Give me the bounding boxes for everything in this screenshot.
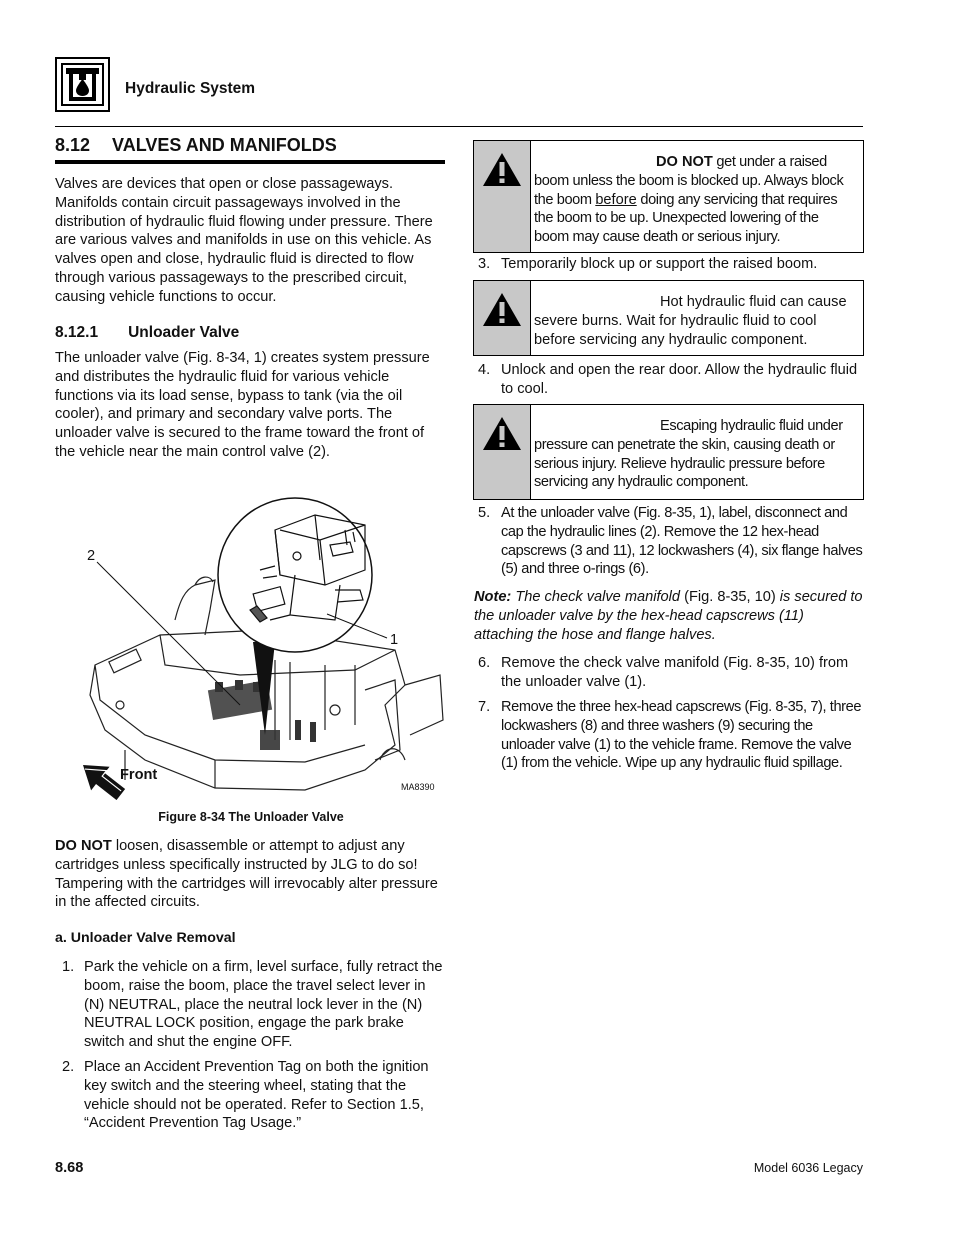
step-7-text: Remove the three hex-head capscrews (Fig. 8-35, 7), three lockwashers (8) and three washers (9) securing the unloader valve (1) to the vehicle frame. Remove the valve (1) from the vehicle. Wipe up any hydraulic fluid spillage. bbox=[501, 699, 862, 772]
warning-sidebar-3 bbox=[474, 405, 531, 499]
caution-paragraph bbox=[55, 837, 447, 912]
warning-1-underlined: before bbox=[595, 191, 637, 208]
subsection-heading bbox=[55, 324, 239, 342]
note-text-b: (Fig. 8-35, 10) bbox=[680, 589, 776, 605]
warning-3-text bbox=[534, 417, 857, 492]
header-section-title: Hydraulic System bbox=[125, 80, 256, 97]
figure-illustration bbox=[65, 490, 445, 800]
warning-1-text-a: get under a raised boom unless the boom is blocked up. Always block the boom bbox=[534, 154, 844, 208]
step-6-text: Remove the check valve manifold (Fig. 8-35, 10) from the unloader valve (1). bbox=[501, 655, 849, 690]
figure-code: MA8390 bbox=[401, 782, 435, 792]
note-text-c: is secured to the unloader valve by the hex-head capscrews (11) attaching the hose and flange halves. bbox=[474, 589, 863, 643]
warning-icon bbox=[481, 151, 523, 189]
header-rule bbox=[55, 126, 863, 127]
step-1-number: 1. bbox=[62, 959, 75, 975]
step-3-text: Temporarily block up or support the raised boom. bbox=[501, 256, 818, 272]
warning-sidebar-1 bbox=[474, 141, 531, 252]
caution-bold: DO NOT bbox=[55, 838, 112, 854]
step-5 bbox=[478, 504, 863, 582]
note-label: Note: bbox=[474, 589, 512, 605]
caution-text: loosen, disassemble or attempt to adjust any cartridges unless specifically instructed by JLG to do so! Tampering with the cartridges will irrevocably alter pressure in the affected circuits. bbox=[55, 838, 438, 911]
warning-1-text-b: doing any servicing that requires the boom to be up. Unexpected lowering of the boom may cause death or serious injury. bbox=[534, 191, 838, 246]
step-6-number: 6. bbox=[478, 655, 491, 671]
figure-caption: Figure 8-34 The Unloader Valve bbox=[158, 810, 344, 824]
step-3-number: 3. bbox=[478, 256, 491, 272]
step-1-text: Park the vehicle on a firm, level surface, fully retract the boom, raise the boom, place the travel select lever in (N) NEUTRAL, place the neutral lock lever in the (N) NEUTRAL LOCK position, engage the park brake switch and shut the engine OFF. bbox=[84, 959, 443, 1051]
step-4 bbox=[478, 361, 863, 401]
step-4-number: 4. bbox=[478, 362, 491, 378]
warning-box-1 bbox=[473, 140, 864, 253]
figure-callout-1: 1 bbox=[390, 632, 399, 648]
step-2-text: Place an Accident Prevention Tag on both the ignition key switch and the steering wheel, stating that the vehicle should not be operated. Refer to Section 1.5, “Accident Prevention Tag Usage.” bbox=[84, 1059, 429, 1132]
note-text-a: The check valve manifold bbox=[511, 589, 681, 605]
hydraulic-icon bbox=[61, 63, 104, 106]
unloader-description: The unloader valve (Fig. 8-34, 1) creates system pressure and distributes the hydraulic fluid for various vehicle functions via its load sense, bypass to tank (via the oil cooler), and primary and secondary valve ports. The unloader valve is secured to the frame toward the front of the vehicle near the main control valve (2). bbox=[55, 350, 430, 460]
page-number: 8.68 bbox=[55, 1160, 84, 1176]
subsection-title: Unloader Valve bbox=[128, 324, 240, 341]
step-5-text: At the unloader valve (Fig. 8-35, 1), label, disconnect and cap the hydraulic lines (2). Remove the 12 hex-head capscrews (3 and 11), 12 lockwashers (4), six flange halves (5) and three o-rings (6). bbox=[501, 505, 863, 578]
step-7-number: 7. bbox=[478, 699, 491, 715]
warning-2-body: Hot hydraulic fluid can cause severe burns. Wait for hydraulic fluid to cool before servicing any hydraulic component. bbox=[534, 294, 847, 348]
step-4-text: Unlock and open the rear door. Allow the hydraulic fluid to cool. bbox=[501, 362, 858, 397]
warning-icon bbox=[481, 291, 523, 329]
note-paragraph bbox=[474, 588, 864, 644]
step-3 bbox=[478, 255, 863, 275]
step-5-number: 5. bbox=[478, 505, 491, 521]
figure-callout-2: 2 bbox=[87, 548, 96, 564]
warning-box-2 bbox=[473, 280, 864, 356]
step-7 bbox=[478, 698, 863, 794]
step-6 bbox=[478, 654, 863, 694]
heading-rule bbox=[55, 160, 445, 164]
warning-sidebar-2 bbox=[474, 281, 531, 355]
warning-2-text bbox=[534, 293, 857, 349]
step-1 bbox=[62, 958, 447, 1053]
section-title: VALVES AND MANIFOLDS bbox=[112, 135, 337, 155]
section-heading bbox=[55, 135, 337, 156]
warning-1-bold: DO NOT bbox=[656, 154, 713, 170]
warning-3-body: Escaping hydraulic fluid under pressure can penetrate the skin, causing death or serious injury. Relieve hydraulic pressure before servicing any hydraulic component. bbox=[534, 418, 843, 491]
warning-1-text bbox=[534, 153, 857, 247]
footer-model: Model 6036 Legacy bbox=[753, 1161, 863, 1175]
section-number: 8.12 bbox=[55, 135, 91, 155]
subsection-number: 8.12.1 bbox=[55, 324, 99, 341]
warning-box-3 bbox=[473, 404, 864, 500]
section-logo bbox=[55, 57, 110, 112]
step-2 bbox=[62, 1058, 447, 1134]
figure-front-label: Front bbox=[120, 767, 158, 783]
intro-paragraph: Valves are devices that open or close passageways. Manifolds contain circuit passageways involved in the distribution of hydraulic fluid flowing under pressure. There are various valves and manifolds in use on this vehicle. As valves open and close, hydraulic fluid is directed to flow through various passageways to the prescribed circuit, causing vehicle functions to occur. bbox=[55, 176, 433, 305]
removal-heading: a. Unloader Valve Removal bbox=[55, 930, 236, 946]
warning-icon bbox=[481, 415, 523, 453]
unloader-valve-figure bbox=[65, 490, 445, 800]
step-2-number: 2. bbox=[62, 1059, 75, 1075]
